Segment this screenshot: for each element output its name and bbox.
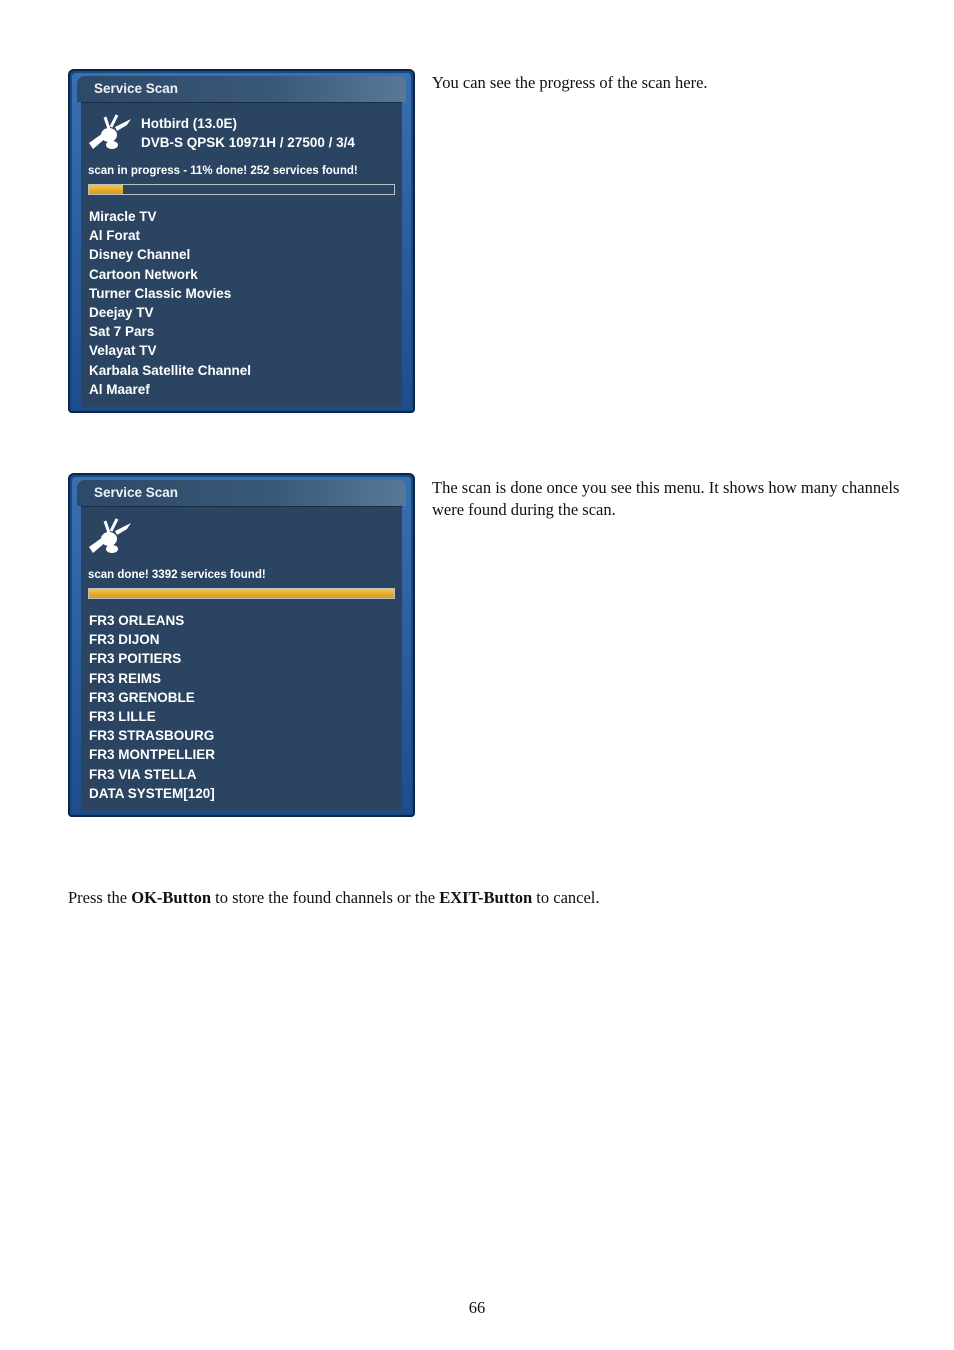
service-scan-done-screenshot (68, 473, 415, 817)
channel-item: Miracle TV (89, 209, 157, 224)
channel-item: FR3 GRENOBLE (89, 689, 195, 705)
progress-fill (89, 589, 394, 598)
channel-item: Velayat TV (89, 343, 157, 359)
page-number: 66 (468, 1298, 486, 1317)
channel-item: Sat 7 Pars (89, 324, 155, 340)
channel-item: FR3 REIMS (89, 670, 162, 686)
panel-body (81, 102, 402, 407)
scan-status: scan done! 3392 services found! (88, 569, 266, 581)
instruction-text: Press the (68, 888, 132, 907)
panel-title: Service Scan (77, 76, 406, 102)
scan-status: scan in progress - 11% done! 252 services found! (88, 165, 358, 177)
satellite-name: Hotbird (13.0E) (141, 116, 238, 131)
progress-fill (89, 185, 123, 194)
channel-item: FR3 ORLEANS (89, 613, 185, 628)
satellite-icon (87, 113, 133, 151)
found-channel-list (89, 611, 215, 803)
channel-item: Disney Channel (89, 247, 191, 263)
found-channel-list (89, 207, 251, 399)
transponder-info: DVB-S QPSK 10971H / 27500 / 3/4 (141, 135, 355, 150)
tuner-info (141, 114, 355, 152)
ok-button-label: OK-Button (131, 888, 212, 907)
channel-item: FR3 STRASBOURG (89, 728, 215, 744)
channel-item: FR3 POITIERS (89, 651, 182, 667)
channel-item: Turner Classic Movies (89, 285, 232, 301)
channel-item: Al Forat (89, 228, 141, 244)
instruction-text: to store the found channels or the (211, 888, 440, 907)
exit-button-label: EXIT-Button (439, 888, 533, 907)
panel-body (81, 506, 402, 811)
channel-item: Karbala Satellite Channel (89, 362, 252, 378)
channel-item: Deejay TV (89, 305, 154, 321)
caption-done: The scan is done once you see this menu. It shows how many channels were found during the scan. (432, 478, 900, 519)
channel-item: FR3 DIJON (89, 632, 160, 648)
channel-item: FR3 VIA STELLA (89, 766, 197, 782)
channel-item: Al Maaref (89, 381, 150, 397)
channel-item: FR3 MONTPELLIER (89, 747, 216, 763)
instruction-text: to cancel. (532, 888, 600, 907)
caption-progress: You can see the progress of the scan here. (432, 73, 708, 92)
scan-progress-bar (88, 184, 395, 195)
scan-progress-bar (88, 588, 395, 599)
channel-item: FR3 LILLE (89, 709, 156, 725)
instruction-paragraph (68, 887, 888, 909)
satellite-icon (87, 517, 133, 555)
service-scan-progress-screenshot (68, 69, 415, 413)
channel-item: DATA SYSTEM[120] (89, 785, 215, 801)
channel-item: Cartoon Network (89, 266, 198, 282)
panel-title: Service Scan (77, 480, 406, 506)
